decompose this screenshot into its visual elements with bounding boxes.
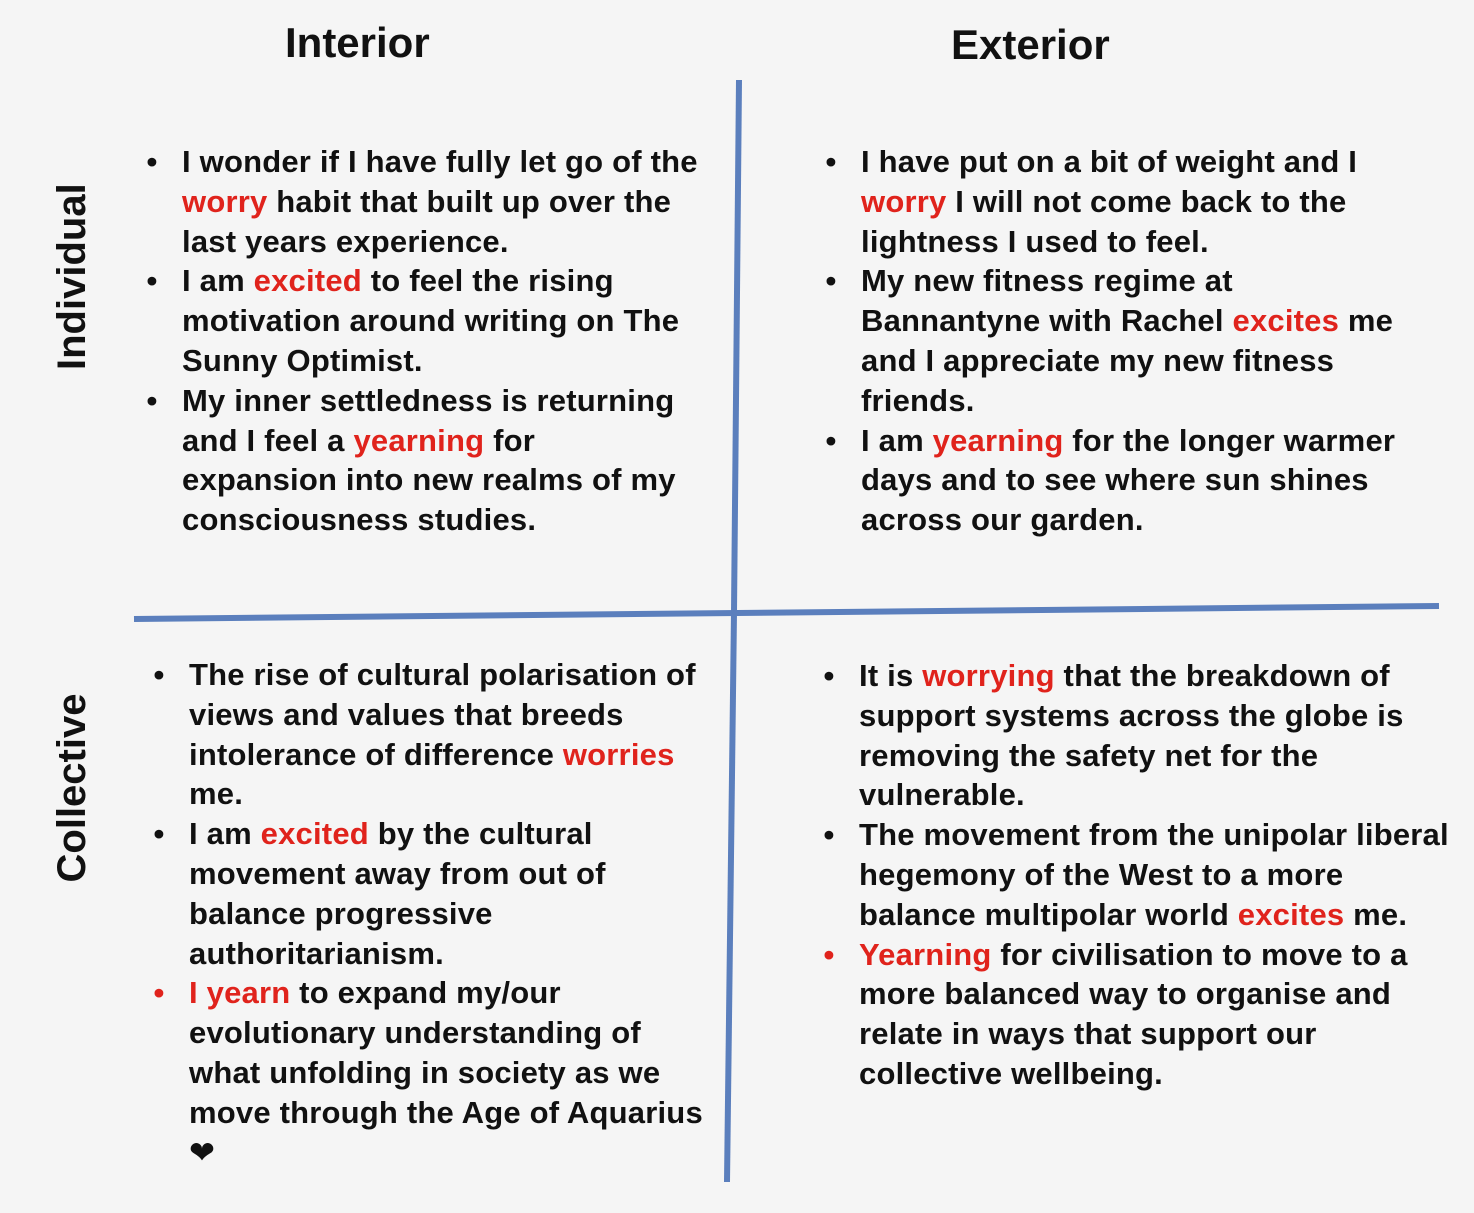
bullet-text: for the longer warmer days and to see where sun shines across our garden. <box>861 422 1396 538</box>
bullet-text: My new fitness regime at Bannantyne with Rachel <box>861 263 1233 339</box>
bullet-item <box>815 815 1467 934</box>
vertical-axis-line <box>734 80 739 612</box>
column-title-exterior: Exterior <box>951 21 1110 68</box>
bullet-icon: • <box>825 422 837 458</box>
bullet-text: for expansion into new realms of my consciousness studies. <box>182 422 676 538</box>
bullet-item <box>815 935 1467 1094</box>
bullet-text: I wonder if I have fully let go of the <box>182 144 698 179</box>
bullet-item <box>145 973 705 1172</box>
bullet-item <box>138 381 698 540</box>
bullet-item <box>138 261 698 380</box>
bullet-text: It is <box>859 658 923 693</box>
highlighted-emotion-word: excited <box>260 816 369 852</box>
highlighted-emotion-word: excites <box>1232 303 1340 339</box>
bullet-icon: • <box>823 817 835 853</box>
bullet-icon: • <box>825 144 837 179</box>
bullet-item <box>817 261 1417 420</box>
bullet-icon: • <box>146 382 158 418</box>
bullet-icon: • <box>823 936 835 972</box>
highlighted-emotion-word: excites <box>1237 896 1345 932</box>
bullet-text: I am <box>182 263 254 299</box>
highlighted-emotion-word: worry <box>182 183 268 219</box>
bullet-text: I am <box>189 816 261 852</box>
row-title-collective: Collective <box>50 693 94 883</box>
bullet-icon: • <box>825 263 837 299</box>
bullet-text: habit that built up over the last years experience. <box>182 183 672 259</box>
quadrant-individual-interior <box>138 142 698 540</box>
bullet-item <box>145 814 705 973</box>
highlighted-emotion-word: excited <box>253 263 362 299</box>
horizontal-axis-line <box>134 606 1439 619</box>
highlighted-emotion-word: yearning <box>932 422 1064 458</box>
bullet-text: that the breakdown of support systems across the globe is removing the safety net for the vulnerable. <box>859 658 1404 813</box>
bullet-icon: • <box>153 975 165 1011</box>
highlighted-emotion-word: worry <box>861 183 947 219</box>
highlighted-emotion-word: worries <box>562 736 675 772</box>
bullet-text: me. <box>189 776 244 812</box>
highlighted-emotion-word: Yearning <box>859 936 992 972</box>
bullet-item <box>815 656 1467 815</box>
bullet-icon: • <box>823 658 835 693</box>
bullet-text: me and I appreciate my new fitness friends. <box>861 303 1394 418</box>
bullet-text: by the cultural movement away from out of balance progressive authoritarianism. <box>189 816 606 971</box>
bullet-text: for civilisation to move to a more balanced way to organise and relate in ways that support our collective wellbeing. <box>859 936 1408 1091</box>
column-title-interior: Interior <box>285 19 430 66</box>
highlighted-emotion-word: I yearn <box>189 975 291 1011</box>
bullet-text: to expand my/our evolutionary understanding of what unfolding in society as we move through the Age of Aquarius ❤ <box>189 975 703 1170</box>
bullet-item <box>138 142 698 261</box>
vertical-axis-line <box>727 612 734 1182</box>
bullet-icon: • <box>153 816 165 852</box>
bullet-text: I am <box>861 422 933 458</box>
bullet-item <box>817 421 1417 540</box>
bullet-text: me. <box>1344 896 1408 932</box>
bullet-item <box>145 655 705 814</box>
highlighted-emotion-word: yearning <box>353 422 485 458</box>
quadrant-collective-interior <box>145 655 705 1172</box>
bullet-text: My inner settledness is returning and I feel a <box>182 382 675 458</box>
bullet-text: I have put on a bit of weight and I <box>861 144 1358 179</box>
bullet-text: The movement from the unipolar liberal hegemony of the West to a more balance multipolar world <box>859 817 1449 932</box>
bullet-text: The rise of cultural polarisation of views and values that breeds intolerance of difference <box>189 657 696 772</box>
highlighted-emotion-word: worrying <box>922 658 1055 693</box>
bullet-icon: • <box>146 144 158 179</box>
quadrant-individual-exterior <box>817 142 1417 540</box>
row-title-individual: Individual <box>50 183 94 370</box>
bullet-item <box>817 142 1417 261</box>
bullet-text: I will not come back to the lightness I used to feel. <box>861 183 1347 259</box>
bullet-text: to feel the rising motivation around writing on The Sunny Optimist. <box>182 263 680 378</box>
bullet-icon: • <box>146 263 158 299</box>
quadrant-collective-exterior <box>815 656 1467 1094</box>
bullet-icon: • <box>153 657 165 692</box>
